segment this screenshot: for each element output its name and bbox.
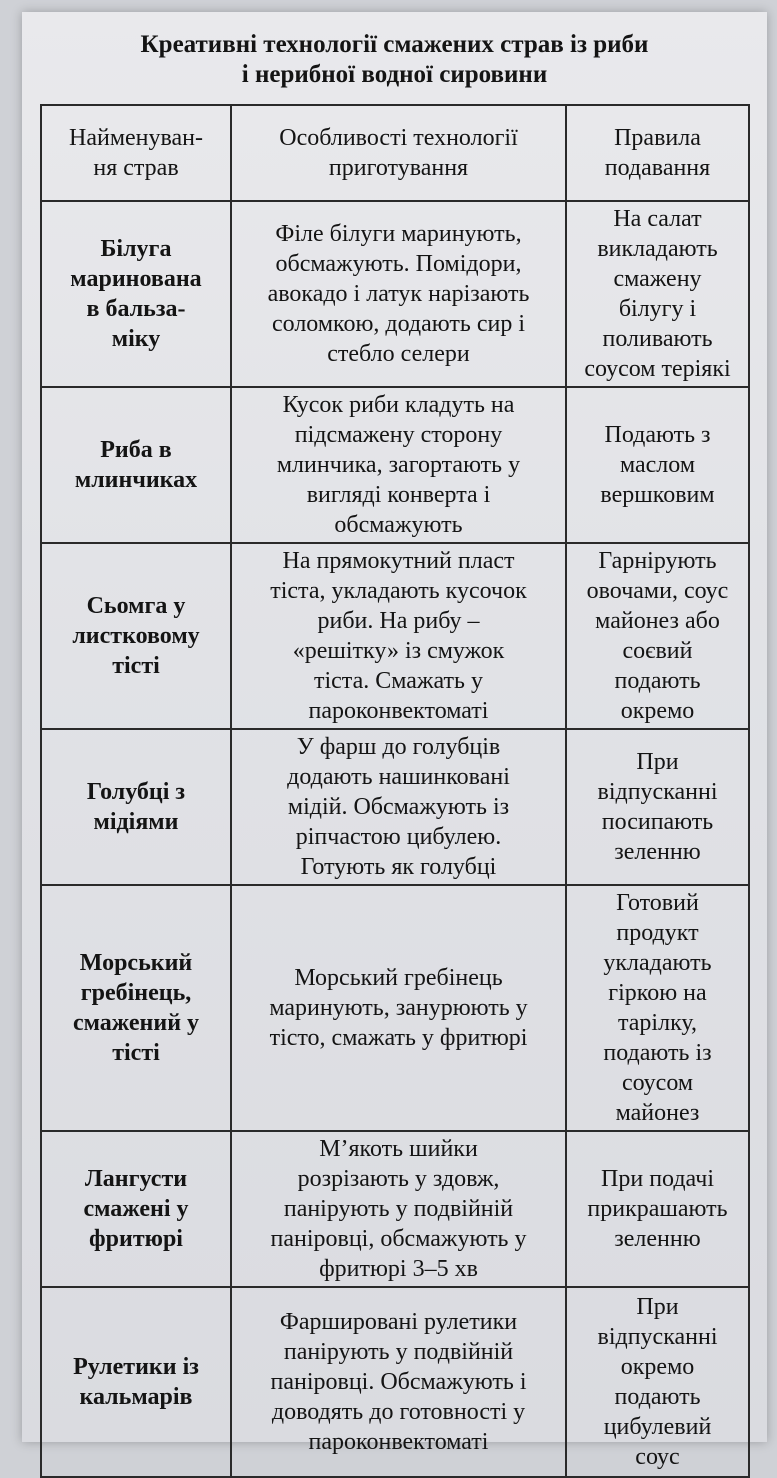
cell-line: авокадо і латук нарізають xyxy=(267,281,530,307)
title-line-2: і нерибної водної сировини xyxy=(241,61,548,88)
dish-name-cell xyxy=(41,729,231,885)
cell-line: тіста. Смажать у xyxy=(314,668,483,694)
cell-line: панірують у подвійній xyxy=(283,1339,514,1365)
dish-name-cell xyxy=(41,387,231,543)
cell-line: кальмарів xyxy=(79,1384,193,1410)
cell-line: викладають xyxy=(597,236,718,262)
cell-line: овочами, соус xyxy=(586,578,729,604)
header-line: приготування xyxy=(328,155,469,181)
cell-line: відпусканні xyxy=(597,779,718,805)
cell-line: Готують як голубці xyxy=(300,854,497,880)
cell-line: соус xyxy=(635,1444,680,1470)
cell-line: риби. На рибу – xyxy=(317,608,480,634)
cell-line: Сьомга у xyxy=(86,593,186,619)
cell-line: листковому xyxy=(72,623,200,649)
table-row xyxy=(41,885,749,1131)
cell-line: гребінець, xyxy=(80,980,192,1006)
header-technology xyxy=(231,105,566,201)
cell-line: зеленню xyxy=(614,1226,701,1252)
cell-line: гіркою на xyxy=(608,980,707,1006)
cell-line: паніровці, обсмажують у xyxy=(270,1226,527,1252)
cell-line: зеленню xyxy=(614,839,701,865)
cell-line: смажений у xyxy=(72,1010,200,1036)
cell-line: млинчика, загортають у xyxy=(276,452,521,478)
cell-line: цибулевий xyxy=(603,1414,712,1440)
cell-line: Морський гребінець xyxy=(294,965,503,991)
table-row xyxy=(41,1287,749,1477)
cell-line: обсмажують. Помідори, xyxy=(275,251,522,277)
dishes-table xyxy=(40,104,750,1478)
serving-cell xyxy=(566,201,749,387)
cell-line: вигляді конверта і xyxy=(306,482,491,508)
cell-line: подають xyxy=(614,668,701,694)
serving-cell xyxy=(566,1287,749,1477)
table-row xyxy=(41,1131,749,1287)
cell-line: Рулетики із xyxy=(73,1354,199,1380)
cell-line: При xyxy=(636,749,679,775)
header-serving xyxy=(566,105,749,201)
technology-cell xyxy=(231,885,566,1131)
table-row xyxy=(41,729,749,885)
dish-name-cell xyxy=(41,1287,231,1477)
cell-line: пароконвектоматі xyxy=(308,1429,489,1455)
cell-line: відпусканні xyxy=(597,1324,718,1350)
table-row xyxy=(41,387,749,543)
dish-name-cell xyxy=(41,885,231,1131)
serving-cell xyxy=(566,729,749,885)
cell-line: підсмажену сторону xyxy=(294,422,503,448)
cell-line: мідій. Обсмажують із xyxy=(287,794,510,820)
dish-name-cell xyxy=(41,1131,231,1287)
cell-line: смажену xyxy=(613,266,702,292)
cell-line: Риба в xyxy=(100,437,172,463)
serving-cell xyxy=(566,1131,749,1287)
header-line: Особливості технології xyxy=(279,125,518,151)
cell-line: Філе білуги маринують, xyxy=(275,221,522,247)
cell-line: У фарш до голубців xyxy=(296,734,501,760)
header-line: подавання xyxy=(604,155,711,181)
header-line: Найменуван- xyxy=(68,125,203,151)
cell-line: продукт xyxy=(616,920,699,946)
cell-line: укладають xyxy=(603,950,712,976)
cell-line: маринована xyxy=(70,266,202,292)
table-header-row xyxy=(41,105,749,201)
cell-line: фритюрі xyxy=(89,1226,183,1252)
technology-cell xyxy=(231,1287,566,1477)
cell-line: На салат xyxy=(613,206,702,232)
document-page xyxy=(22,12,767,1470)
cell-line: окремо xyxy=(620,698,695,724)
dish-name-cell xyxy=(41,543,231,729)
cell-line: тісті xyxy=(112,1040,160,1066)
cell-line: Голубці з xyxy=(86,779,186,805)
cell-line: Морський xyxy=(79,950,193,976)
cell-line: паніровці. Обсмажують і xyxy=(270,1369,527,1395)
cell-line: подають xyxy=(614,1384,701,1410)
technology-cell xyxy=(231,543,566,729)
cell-line: посипають xyxy=(601,809,714,835)
cell-line: соєвий xyxy=(622,638,693,664)
cell-line: Гарнірують xyxy=(598,548,717,574)
cell-line: При подачі xyxy=(601,1166,714,1192)
cell-line: фритюрі 3–5 хв xyxy=(319,1256,478,1282)
serving-cell xyxy=(566,387,749,543)
header-dish-name xyxy=(41,105,231,201)
cell-line: «решітку» із смужок xyxy=(292,638,505,664)
cell-line: тісто, смажать у фритюрі xyxy=(269,1025,528,1051)
technology-cell xyxy=(231,387,566,543)
cell-line: подають із xyxy=(603,1040,712,1066)
dish-name-cell xyxy=(41,201,231,387)
cell-line: мідіями xyxy=(93,809,179,835)
table-row xyxy=(41,543,749,729)
cell-line: тіста, укладають кусочок xyxy=(270,578,527,604)
cell-line: вершковим xyxy=(600,482,715,508)
cell-line: Подають з xyxy=(604,422,711,448)
header-line: ня страв xyxy=(93,155,179,181)
cell-line: маринують, занурюють у xyxy=(269,995,528,1021)
cell-line: При xyxy=(636,1294,679,1320)
cell-line: соломкою, додають сир і xyxy=(271,311,525,337)
technology-cell xyxy=(231,729,566,885)
cell-line: тарілку, xyxy=(618,1010,697,1036)
cell-line: соусом xyxy=(621,1070,694,1096)
cell-line: окремо xyxy=(620,1354,695,1380)
cell-line: Готовий xyxy=(616,890,699,916)
technology-cell xyxy=(231,1131,566,1287)
cell-line: розрізають у здовж, xyxy=(297,1166,500,1192)
cell-line: поливають xyxy=(602,326,713,352)
page-title xyxy=(22,30,767,90)
header-line: Правила xyxy=(614,125,701,151)
cell-line: білугу і xyxy=(618,296,697,322)
cell-line: Лангусти xyxy=(84,1166,188,1192)
cell-line: Білуга xyxy=(100,236,172,262)
cell-line: На прямокутний пласт xyxy=(282,548,515,574)
cell-line: прикрашають xyxy=(587,1196,728,1222)
cell-line: панірують у подвійній xyxy=(283,1196,514,1222)
cell-line: доводять до готовності у xyxy=(271,1399,526,1425)
cell-line: в бальза- xyxy=(86,296,186,322)
title-line-1: Креативні технології смажених страв із риби xyxy=(140,31,649,58)
cell-line: Кусок риби кладуть на xyxy=(282,392,515,418)
cell-line: пароконвектоматі xyxy=(308,698,489,724)
cell-line: ріпчастою цибулею. xyxy=(295,824,502,850)
cell-line: смажені у xyxy=(83,1196,189,1222)
cell-line: стебло селери xyxy=(327,341,470,367)
cell-line: М’якоть шийки xyxy=(319,1136,478,1162)
serving-cell xyxy=(566,543,749,729)
cell-line: тісті xyxy=(112,653,160,679)
cell-line: майонез або xyxy=(595,608,720,634)
cell-line: майонез xyxy=(615,1100,700,1126)
cell-line: Фаршировані рулетики xyxy=(279,1309,518,1335)
cell-line: соусом теріякі xyxy=(584,356,731,382)
technology-cell xyxy=(231,201,566,387)
cell-line: міку xyxy=(111,326,161,352)
cell-line: млинчиках xyxy=(74,467,198,493)
cell-line: обсмажують xyxy=(334,512,463,538)
table-row xyxy=(41,201,749,387)
cell-line: додають нашинковані xyxy=(287,764,510,790)
cell-line: маслом xyxy=(619,452,696,478)
serving-cell xyxy=(566,885,749,1131)
